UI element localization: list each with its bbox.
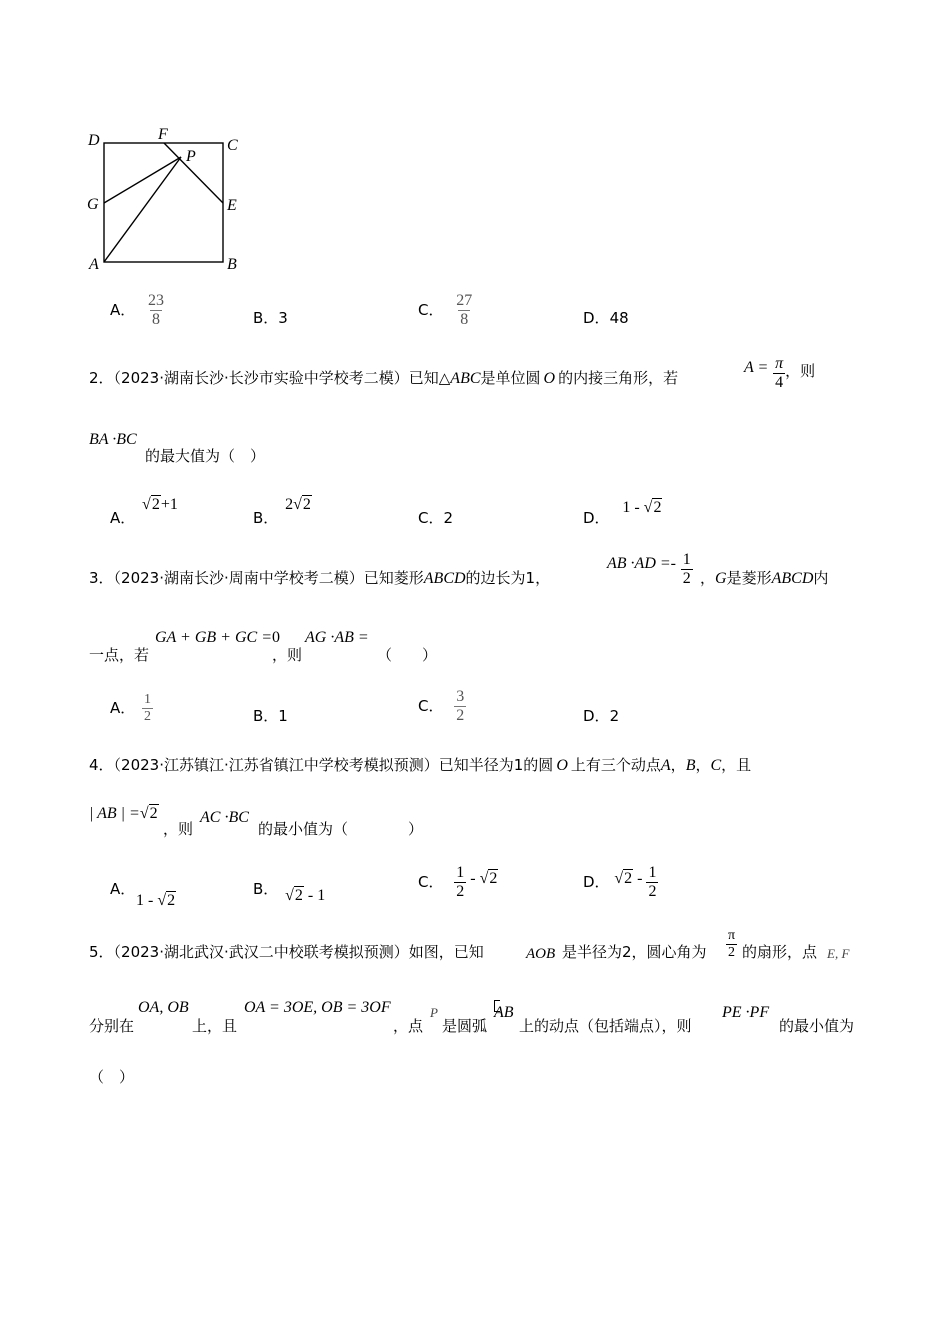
- question-source: （2023·湖南长沙·长沙市实验中学校考二模）已知△: [113, 369, 451, 387]
- fraction-den: 4: [775, 374, 784, 391]
- q2-option-c[interactable]: [418, 507, 453, 528]
- option-letter: A．: [110, 699, 136, 717]
- option-letter: A．: [110, 880, 136, 898]
- radicand: 2: [653, 499, 662, 516]
- q3-expression: AG ·AB =: [305, 629, 369, 646]
- radicand: 2: [167, 892, 176, 909]
- rhombus-name: ABCD: [771, 570, 814, 587]
- option-value: √2 - 1: [285, 887, 326, 904]
- q5-arc: [494, 1004, 514, 1022]
- label-b: B: [227, 256, 237, 273]
- option-prefix: 2: [285, 496, 294, 513]
- q4-abs-condition: | AB | =√2: [89, 805, 158, 822]
- option-prefix: 1 -: [622, 499, 644, 516]
- q4-stem-line2a: ，则: [163, 820, 194, 838]
- q2-expression: BA ·BC: [89, 431, 137, 448]
- zero-vector: 0: [271, 629, 280, 646]
- option-value: 3: [278, 309, 288, 327]
- option-fraction: $\frac{27}{8}$: [456, 292, 473, 328]
- vector-sum: GA + GB + GC =: [155, 629, 272, 646]
- q5-stem-line2f: 的最小值为: [779, 1017, 855, 1035]
- option-letter: C．: [418, 873, 444, 891]
- fraction-num: 3: [456, 688, 465, 705]
- square-abcd: [104, 143, 223, 262]
- q4-option-c[interactable]: [418, 864, 498, 901]
- fraction-num: π: [775, 355, 784, 372]
- option-letter: B．: [253, 880, 279, 898]
- fraction-den: 2: [456, 883, 465, 900]
- label-d: D: [88, 132, 100, 149]
- q5-points-ef: E, F: [827, 946, 850, 961]
- point-a: A: [660, 757, 671, 774]
- q1-option-a[interactable]: [110, 292, 166, 329]
- label-e: E: [227, 197, 237, 214]
- circle-name: O: [556, 757, 568, 774]
- arc-ab: [494, 1004, 514, 1021]
- condition-lhs: AB ·AD =-: [607, 555, 676, 572]
- angle-fraction: [726, 928, 737, 961]
- question-number: 4．: [89, 756, 114, 774]
- q5-stem-line2a: 分别在: [89, 1017, 135, 1035]
- label-g: G: [87, 196, 99, 213]
- q5-stem-line1a: [89, 941, 484, 962]
- option-value: 2: [443, 509, 454, 527]
- option-value: √2 -: [614, 870, 647, 887]
- q2-condition: [744, 355, 815, 392]
- question-source: （2023·湖南长沙·周南中学校考二模）已知菱形: [113, 569, 424, 587]
- separator: ，: [695, 756, 711, 774]
- fraction-den: 2: [682, 570, 691, 587]
- label-f: F: [158, 126, 168, 143]
- option-tail: +1: [160, 496, 178, 513]
- q5-stem-line1c: 的扇形，点: [742, 943, 818, 961]
- q5-expression: PE ·PF: [722, 1004, 770, 1021]
- option-fraction: [454, 688, 466, 725]
- option-operator: -: [466, 870, 480, 887]
- q5-stem-line3: （ ）: [89, 1068, 135, 1086]
- option-value: √2+1: [142, 496, 178, 513]
- q3-stem-line1a: [89, 567, 550, 588]
- fraction-den: 2: [456, 707, 465, 724]
- q4-stem-line1: [89, 754, 751, 775]
- option-fraction: [646, 864, 658, 901]
- option-value: 1: [278, 707, 288, 725]
- q5-stem-line2e: 上的动点（包括端点），则: [519, 1017, 692, 1035]
- option-prefix: 1 -: [136, 892, 158, 909]
- q3-option-a[interactable]: [110, 692, 153, 725]
- arc-mark: [494, 1000, 500, 1012]
- point-g: G: [715, 570, 727, 587]
- question-number: 3．: [89, 569, 114, 587]
- option-letter: A．: [110, 301, 136, 319]
- question-source: （2023·湖北武汉·武汉二中校联考模拟预测）如图，已知: [113, 943, 484, 961]
- square-figure: [80, 120, 250, 280]
- label-a: A: [89, 256, 99, 273]
- option-letter: B．: [253, 707, 279, 725]
- stem-text: ，且: [721, 756, 752, 774]
- circle-name: O: [543, 370, 556, 387]
- q5-condition: OA = 3OE, OB = 3OF: [244, 999, 391, 1016]
- stem-text: ，: [700, 569, 716, 587]
- q2-option-a[interactable]: [110, 496, 178, 528]
- q5-angle: [726, 928, 737, 961]
- question-number: 5．: [89, 943, 114, 961]
- question-number: 2．: [89, 369, 114, 387]
- q4-option-d[interactable]: [583, 864, 658, 901]
- fraction-den: 2: [144, 709, 152, 724]
- option-letter: D．: [583, 309, 610, 327]
- q2-stem-line2: 的最大值为（ ）: [145, 447, 266, 465]
- q5-sector-name: AOB: [526, 946, 556, 962]
- option-fraction: [142, 692, 153, 725]
- option-value: 1 - √2: [136, 892, 176, 909]
- q3-option-b[interactable]: [253, 705, 288, 726]
- q1-option-c[interactable]: [418, 292, 474, 329]
- stem-text: 上有三个动点: [570, 756, 661, 774]
- q3-option-c[interactable]: [418, 688, 466, 725]
- option-letter: B．: [253, 509, 279, 527]
- q4-stem-line2b: 的最小值为（ ）: [258, 820, 424, 838]
- q3-stem-line2c: （ ）: [377, 646, 438, 664]
- option-operator: -: [633, 870, 647, 887]
- option-letter: D．: [583, 707, 610, 725]
- condition-lhs: A =: [744, 359, 769, 376]
- q4-expression: AC ·BC: [200, 809, 249, 826]
- point-b: B: [685, 757, 696, 774]
- label-p: P: [186, 148, 196, 165]
- option-letter: C．: [418, 697, 444, 715]
- q5-point-p: P: [430, 1005, 438, 1020]
- question-source: （2023·江苏镇江·江苏省镇江中学校考模拟预测）已知半径为1的圆: [113, 756, 554, 774]
- radicand: 2: [302, 496, 311, 513]
- q5-segments: OA, OB: [138, 999, 189, 1016]
- fraction-den: 2: [728, 945, 736, 960]
- option-letter: C．: [418, 509, 444, 527]
- radicand: 2: [294, 887, 303, 904]
- option-fraction: [454, 864, 466, 901]
- option-letter: D．: [583, 873, 610, 891]
- fraction-num: 1: [648, 864, 657, 881]
- q4-option-a[interactable]: [110, 878, 176, 918]
- option-fraction: $\frac{23}{8}$: [148, 292, 165, 328]
- q3-stem-line2a: 一点，若: [89, 646, 150, 664]
- stem-text: ，则: [785, 362, 816, 380]
- radicand: 2: [151, 496, 160, 513]
- point-c: C: [710, 757, 722, 774]
- option-value: 2√2: [285, 496, 311, 513]
- q1-option-b[interactable]: [253, 307, 288, 328]
- stem-text: 内: [813, 569, 829, 587]
- condition-fraction: [681, 551, 693, 588]
- segment-gp: [104, 157, 181, 203]
- fraction-num: 1: [456, 864, 465, 881]
- separator: ，: [670, 756, 686, 774]
- fraction-num: 1: [682, 551, 691, 568]
- q4-option-b[interactable]: [253, 878, 326, 904]
- abs-expression: | AB | =: [89, 805, 140, 822]
- option-value: - √2: [466, 870, 498, 887]
- q5-stem-line1b: 是半径为2，圆心角为: [562, 943, 707, 961]
- q3-stem-line2b: ，则: [272, 646, 303, 664]
- option-letter: D．: [583, 509, 610, 527]
- segment-ap: [104, 157, 181, 262]
- stem-text: 是菱形: [726, 569, 772, 587]
- q2-option-b[interactable]: [253, 496, 312, 528]
- triangle-name: ABC: [450, 370, 481, 387]
- q5-stem-line2d: 是圆弧: [442, 1017, 488, 1035]
- q5-stem-line2b: 上，且: [192, 1017, 238, 1035]
- fraction-num: 1: [144, 692, 152, 707]
- q5-stem-line2c: ，点: [393, 1017, 424, 1035]
- option-value: 48: [609, 309, 629, 327]
- q3-option-d[interactable]: [583, 705, 619, 726]
- fraction-den: 2: [648, 883, 657, 900]
- stem-text: 的内接三角形，若: [558, 369, 679, 387]
- option-value: 1 - √2: [622, 499, 662, 516]
- radicand: 2: [624, 870, 633, 887]
- q2-option-d[interactable]: [583, 499, 662, 528]
- option-letter: B．: [253, 309, 279, 327]
- option-value: 2: [609, 707, 620, 725]
- q3-vector-sum: [155, 629, 280, 647]
- stem-text: 是单位圆: [480, 369, 541, 387]
- condition-fraction: [773, 355, 785, 392]
- option-letter: A．: [110, 509, 136, 527]
- label-c: C: [227, 137, 238, 154]
- rhombus-name: ABCD: [423, 570, 466, 587]
- stem-text: 的边长为1，: [465, 569, 551, 587]
- radicand: 2: [149, 805, 158, 822]
- option-letter: C．: [418, 301, 444, 319]
- arc-label: AB: [494, 1004, 514, 1021]
- q3-stem-line1b: [700, 567, 828, 588]
- q2-stem-line1: [89, 367, 678, 388]
- q1-option-d[interactable]: [583, 307, 629, 328]
- q3-condition: [607, 551, 693, 588]
- option-tail: - 1: [303, 887, 326, 904]
- fraction-num: π: [728, 928, 736, 943]
- radicand: 2: [489, 870, 498, 887]
